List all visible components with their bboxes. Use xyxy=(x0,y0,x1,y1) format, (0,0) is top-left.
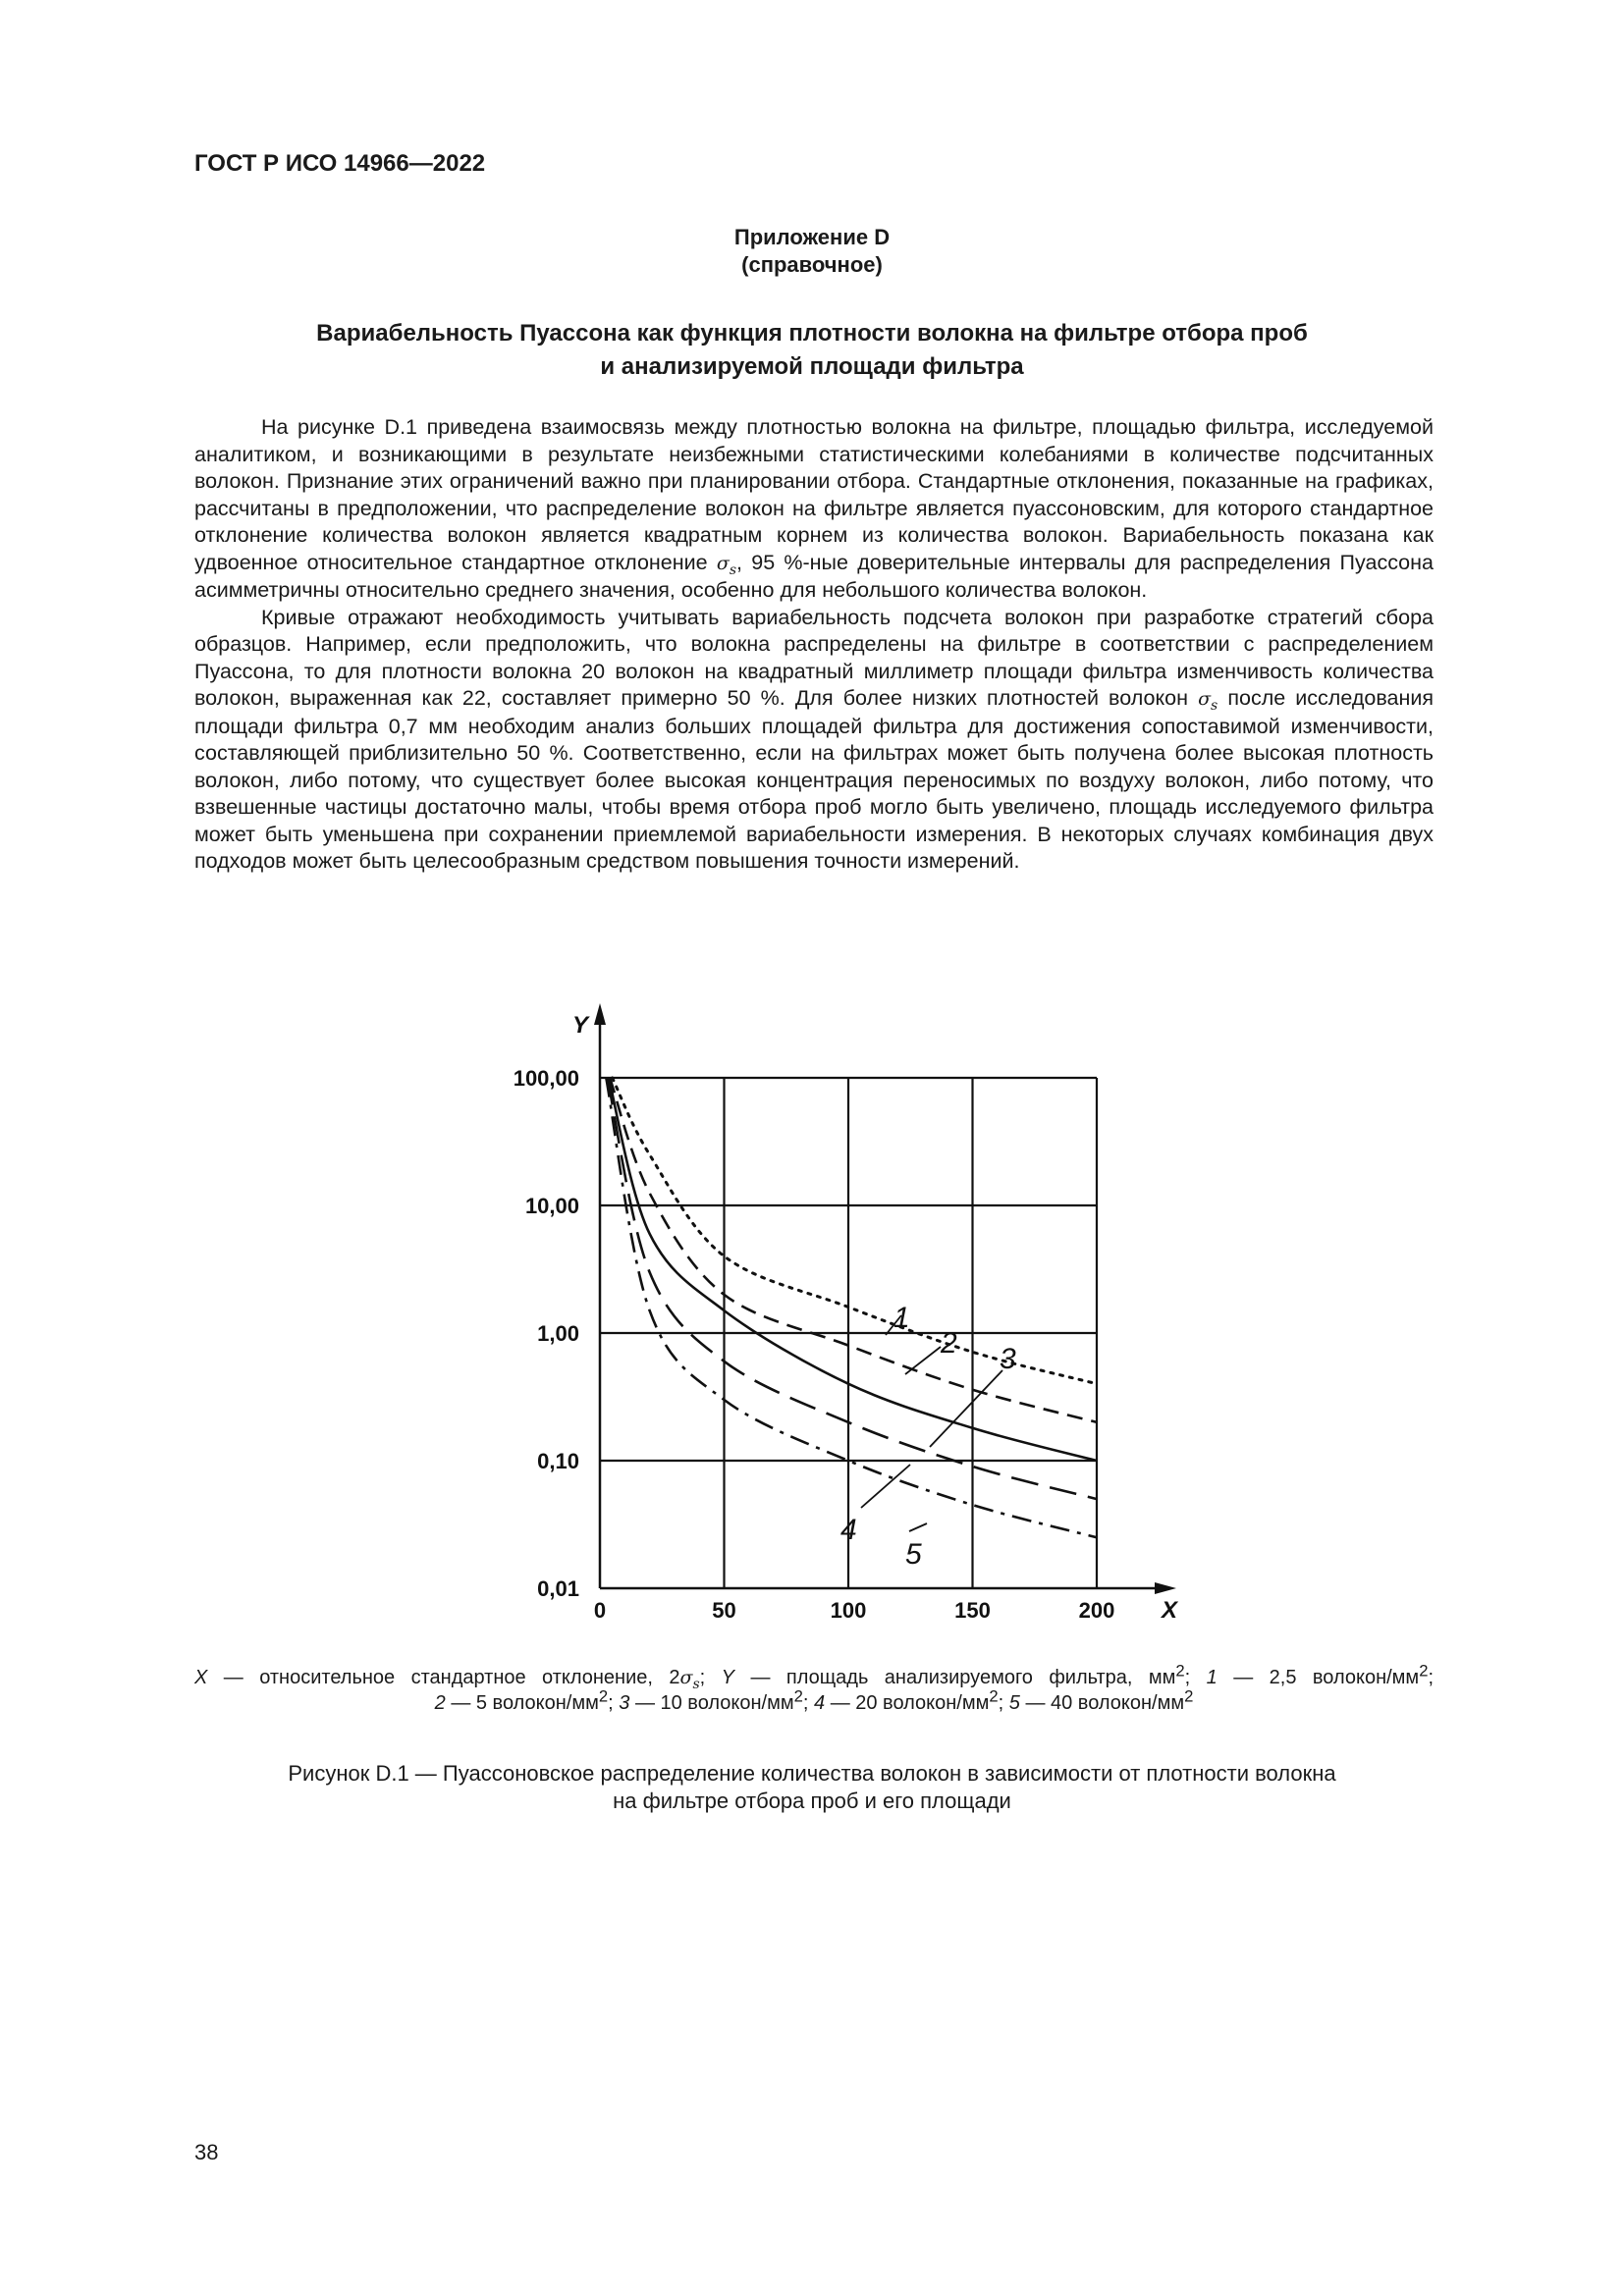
curve-1 xyxy=(613,1078,1097,1384)
paragraph-2-text-a: Кривые отражают необходимость учитывать вариабельность подсчета волокон при разработке стратегий сбора образцов. Например, если предположить, что волокна распределены на фильтре в соответствии с распределением Пуассона, то для плотности волокна 20 волокон на квадратный миллиметр площади фильтра изменчивость количества волокон, выраженная как 22, составляет примерно 50 %. Для более низких плотностей волокон xyxy=(194,605,1434,710)
legend-item-5: — 40 волокон/мм xyxy=(1025,1692,1185,1714)
legend-curve-3-number: 3 xyxy=(619,1692,630,1714)
y-tick-label-2: 1,00 xyxy=(537,1321,579,1346)
legend-y-desc: — площадь анализируемого фильтра, мм xyxy=(750,1667,1176,1688)
x-tick-label-150: 150 xyxy=(954,1598,991,1623)
paragraph-1-text-b: , 95 %-ные доверительные интервалы для распределения Пуассона асимметричны относительно среднего значения, особенно для небольшого количества волокон. xyxy=(194,550,1434,602)
curve-label-leader-2 xyxy=(905,1347,941,1374)
legend-curve-5-number: 5 xyxy=(1008,1692,1020,1714)
legend-curve-1-number: 1 xyxy=(1206,1667,1218,1688)
curve-label-5: 5 xyxy=(905,1538,922,1571)
legend-curve-2-number: 2 xyxy=(434,1692,446,1714)
curve-label-leader-3 xyxy=(930,1370,1002,1447)
figure-caption-line2: на фильтре отбора проб и его площади xyxy=(613,1789,1011,1813)
legend-x-symbol: X xyxy=(194,1667,208,1688)
page-number: 38 xyxy=(194,2140,219,2164)
y-axis-label: Y xyxy=(572,1012,589,1039)
x-tick-label-200: 200 xyxy=(1078,1598,1115,1623)
curve-label-4: 4 xyxy=(840,1514,857,1546)
paragraph-1-text-a: На рисунке D.1 приведена взаимосвязь между плотностью волокна на фильтре, площадью фильтра, исследуемой аналитиком, и возникающими в результате неизбежными статистическими колебаниями в количестве подсчитанных волокон. Признание этих ограничений важно при планировании отбора. Стандартные отклонения, показанные на графиках, рассчитаны в предположении, что распределение волокон на фильтре является пуассоновским, для которого стандартное отклонение количества волокон является квадратным корнем из количества волокон. Вариабельность показана как удвоенное относительное стандартное отклонение xyxy=(194,415,1434,574)
x-tick-label-50: 50 xyxy=(712,1598,736,1623)
figure-legend xyxy=(194,1661,1435,1716)
legend-curve-4-number: 4 xyxy=(814,1692,826,1714)
legend-item-1: — 2,5 волокон/мм xyxy=(1233,1667,1420,1688)
y-tick-label-1: 0,10 xyxy=(537,1449,579,1473)
legend-item-2: — 5 волокон/мм xyxy=(451,1692,599,1714)
annex-type: (справочное) xyxy=(741,252,883,277)
curve-label-2: 2 xyxy=(941,1327,957,1360)
legend-item-4: — 20 волокон/мм xyxy=(830,1692,990,1714)
sigma-s-symbol: $\sigma_s$ xyxy=(1198,688,1218,714)
x-axis-label: X xyxy=(1162,1597,1178,1624)
annex-title-line1: Вариабельность Пуассона как функция плотности волокна на фильтре отбора проб xyxy=(316,320,1308,347)
paragraph-2-text-b: после исследования площади фильтра 0,7 мм необходим анализ больших площадей фильтра для достижения сопоставимой изменчивости, составляющей приблизительно 50 %. Соответственно, если на фильтрах может быть получена более высокая плотность волокон, либо потому, что существует более высокая концентрация переносимых по воздуху волокон, либо потому, что взвешенные частицы достаточно малы, чтобы время отбора проб могло быть увеличено, площадь исследуемого фильтра может быть уменьшена при сохранении приемлемой вариабельности измерения. В некоторых случаях комбинация двух подходов может быть целесообразным средством повышения точности измерений. xyxy=(194,686,1434,873)
curve-label-leader-4 xyxy=(861,1465,910,1508)
x-axis-arrow xyxy=(1155,1582,1176,1594)
curve-label-1: 1 xyxy=(893,1302,910,1334)
legend-line-1: X — относительное стандартное отклонение, $2\sigma_s$; Y — площадь анализируемого фильтра, $мм^2$; 1 — 2,5 волокон/$мм^2$; xyxy=(194,1661,1435,1692)
figure-caption xyxy=(0,1760,1624,1815)
curve-4 xyxy=(608,1078,1097,1499)
annex-title-line2: и анализируемой площади фильтра xyxy=(600,353,1024,380)
curve-5 xyxy=(606,1078,1097,1537)
document-header: ГОСТ Р ИСО 14966—2022 xyxy=(194,150,486,177)
legend-x-desc: — относительное стандартное отклонение, 2 xyxy=(223,1667,680,1688)
x-tick-label-0: 0 xyxy=(593,1598,607,1623)
legend-item-3: — 10 волокон/мм xyxy=(634,1692,794,1714)
annex-label: Приложение D xyxy=(733,225,891,249)
sigma-s-symbol: $\sigma_s$ xyxy=(679,1667,700,1692)
y-tick-label-3: 10,00 xyxy=(524,1194,579,1218)
curve-label-3: 3 xyxy=(1000,1343,1016,1375)
sigma-s-symbol: $\sigma_s$ xyxy=(716,552,737,578)
curve-2 xyxy=(610,1078,1097,1422)
legend-y-symbol: Y xyxy=(721,1667,734,1688)
y-tick-label-4: 100,00 xyxy=(513,1066,579,1091)
y-axis-arrow xyxy=(594,1003,606,1025)
curve-label-leader-5 xyxy=(909,1523,927,1531)
y-tick-label-0: 0,01 xyxy=(537,1576,579,1601)
figure-caption-line1: Рисунок D.1 — Пуассоновское распределение количества волокон в зависимости от плотности волокна xyxy=(288,1761,1336,1786)
x-tick-label-100: 100 xyxy=(830,1598,867,1623)
legend-line-2: 2 — 5 волокон/$мм^2$; 3 — 10 волокон/$мм^2$; 4 — 20 волокон/$мм^2$; 5 — 40 волокон/$мм^2$ xyxy=(434,1686,1194,1714)
